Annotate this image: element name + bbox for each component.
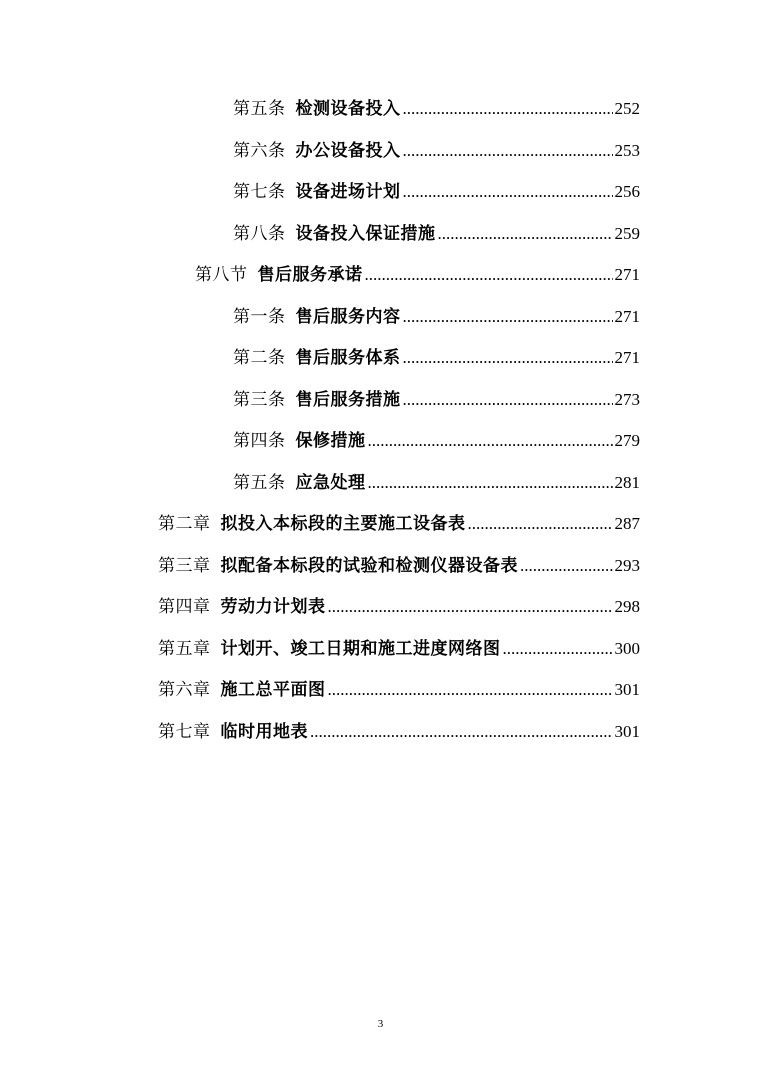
- toc-entry[interactable]: [233, 468, 640, 498]
- toc-entry[interactable]: [233, 302, 640, 332]
- toc-entry-page: 253: [614, 140, 640, 160]
- toc-entry-title: 拟投入本标段的主要施工设备表: [220, 514, 466, 534]
- toc-entry[interactable]: [233, 94, 640, 124]
- toc-entry[interactable]: [233, 385, 640, 415]
- toc-entry-title: 检测设备投入: [295, 99, 401, 119]
- toc-entry-title: 拟配备本标段的试验和检测仪器设备表: [220, 555, 518, 576]
- dot-leader: [310, 717, 613, 747]
- toc-entry[interactable]: [233, 426, 640, 456]
- toc-entry-label: 第三章: [158, 555, 211, 576]
- toc-entry-page: 287: [614, 514, 640, 533]
- dot-leader: [403, 385, 613, 415]
- toc-entry-page: 259: [614, 223, 640, 243]
- dot-leader: [403, 136, 613, 166]
- toc-entry[interactable]: [158, 717, 640, 747]
- toc-entry-label: 第七条: [233, 182, 286, 202]
- toc-entry-label: 第五条: [233, 472, 286, 493]
- dot-leader: [468, 509, 613, 539]
- dot-leader: [403, 177, 613, 207]
- page-number: 3: [377, 1018, 384, 1030]
- toc-entry-label: 第六章: [158, 680, 211, 700]
- toc-entry[interactable]: [195, 260, 640, 290]
- toc-entry-page: 271: [614, 348, 640, 367]
- toc-entry-label: 第二条: [233, 348, 286, 368]
- toc-entry-page: 279: [614, 431, 640, 450]
- toc-entry-title: 应急处理: [295, 472, 366, 493]
- toc-entry-title: 售后服务内容: [295, 306, 401, 327]
- dot-leader: [403, 343, 613, 373]
- toc-entry-page: 293: [614, 555, 640, 575]
- toc-entry-page: 301: [614, 721, 640, 741]
- dot-leader: [365, 260, 613, 290]
- toc-entry-page: 252: [614, 99, 640, 118]
- toc-entry-page: 256: [614, 182, 640, 201]
- toc-entry-label: 第三条: [233, 389, 286, 410]
- toc-entry-label: 第五条: [233, 99, 286, 119]
- dot-leader: [368, 426, 613, 456]
- toc-entry-label: 第四章: [158, 597, 211, 617]
- toc-entry-title: 劳动力计划表: [220, 597, 326, 617]
- toc-entry[interactable]: [158, 675, 640, 705]
- dot-leader: [368, 468, 613, 498]
- toc-entry-page: 271: [614, 265, 640, 284]
- toc-entry-title: 设备进场计划: [295, 182, 401, 202]
- dot-leader: [438, 219, 613, 249]
- toc-entry-page: 300: [614, 638, 640, 658]
- toc-entry-title: 保修措施: [295, 431, 366, 451]
- toc-entry-title: 售后服务体系: [295, 348, 401, 368]
- toc-entry[interactable]: [158, 634, 640, 664]
- toc-entry[interactable]: [158, 551, 640, 581]
- toc-entry-page: 281: [614, 472, 640, 492]
- toc-entry[interactable]: [158, 509, 640, 539]
- toc-entry[interactable]: [233, 219, 640, 249]
- toc-entry-title: 售后服务措施: [295, 389, 401, 410]
- toc-entry-title: 施工总平面图: [220, 680, 326, 700]
- toc-entry[interactable]: [233, 177, 640, 207]
- toc-entry-title: 办公设备投入: [295, 140, 401, 161]
- toc-entry[interactable]: [233, 136, 640, 166]
- toc-entry-label: 第七章: [158, 721, 211, 742]
- toc-entry-page: 298: [614, 597, 640, 616]
- toc-entry-title: 售后服务承诺: [257, 265, 363, 285]
- dot-leader: [328, 675, 613, 705]
- toc-entry-label: 第四条: [233, 431, 286, 451]
- toc-entry-label: 第二章: [158, 514, 211, 534]
- toc-entry-page: 273: [614, 389, 640, 409]
- dot-leader: [503, 634, 613, 664]
- toc-entry-page: 301: [614, 680, 640, 699]
- toc-entry-title: 临时用地表: [220, 721, 308, 742]
- toc-entry-label: 第五章: [158, 638, 211, 659]
- toc-entry-label: 第八节: [195, 265, 248, 285]
- toc-entry-label: 第八条: [233, 223, 286, 244]
- dot-leader: [328, 592, 613, 622]
- dot-leader: [403, 302, 613, 332]
- toc-entry-page: 271: [614, 306, 640, 326]
- toc-entry[interactable]: [233, 343, 640, 373]
- toc-entry[interactable]: [158, 592, 640, 622]
- toc-entry-title: 设备投入保证措施: [295, 223, 436, 244]
- toc-entry-label: 第一条: [233, 306, 286, 327]
- dot-leader: [403, 94, 613, 124]
- toc-entry-title: 计划开、竣工日期和施工进度网络图: [220, 638, 501, 659]
- toc-entry-label: 第六条: [233, 140, 286, 161]
- dot-leader: [520, 551, 613, 581]
